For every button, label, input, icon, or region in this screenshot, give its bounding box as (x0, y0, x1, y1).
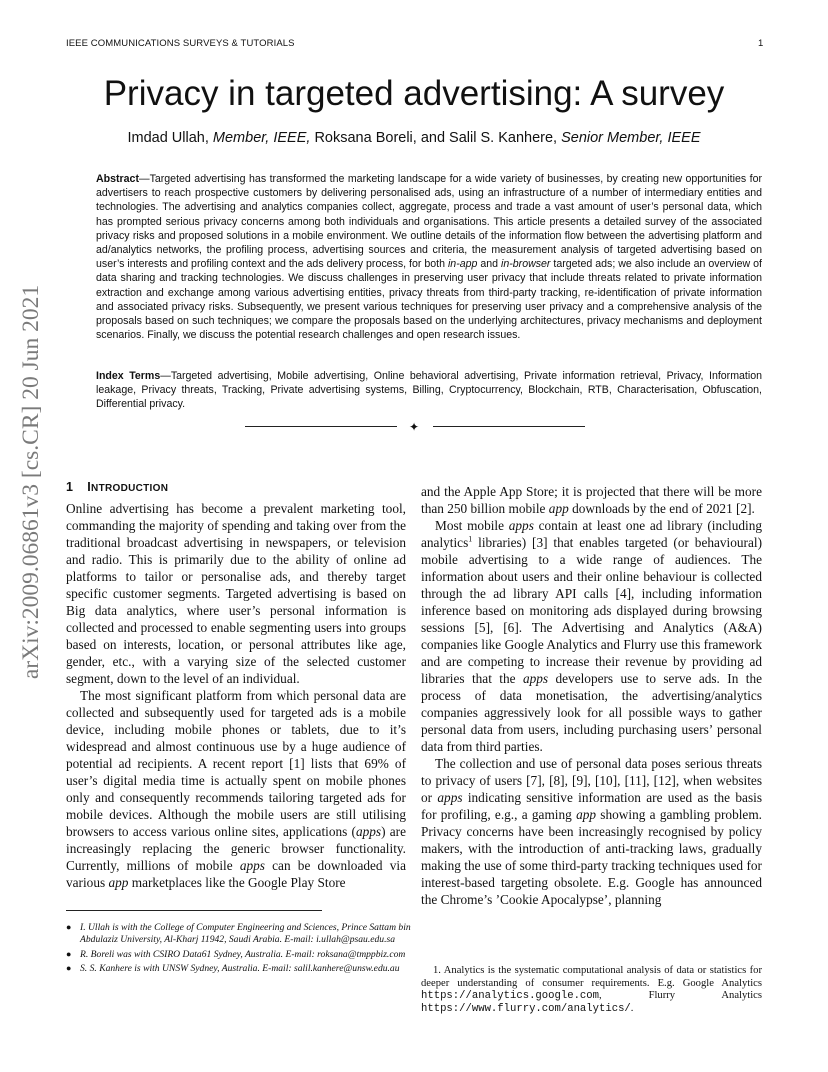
paragraph-text: marketplaces like the Google Play Store (128, 875, 346, 890)
abstract-emphasis: in-app (447, 258, 478, 271)
paragraph-text: can be downloaded via various (66, 858, 406, 890)
footnote-text-part: . (630, 1002, 634, 1014)
paragraph (421, 755, 762, 908)
author-role: Member, IEEE, (212, 130, 311, 146)
index-terms-label: Index Terms (96, 370, 161, 382)
left-column (66, 500, 406, 891)
paragraph-text: and the Apple App Store; it is projected that there will be more than 250 billion mobile (421, 484, 762, 516)
right-column (421, 483, 762, 908)
affiliation-text: I. Ullah is with the College of Computer Engineering and Sciences, Prince Sattam bin Abdulaziz University, Al-Kharj 11942, Saudi Arabia. E-mail: i.ullah@psau.edu.sa (80, 922, 411, 945)
abstract-text: targeted ads; we also include an overview of data sharing and tracking technologies. We discuss challenges in preserving user privacy that include threats related to private information extraction and exchange among various advertising entities, privacy threats from third-party tracking, re-identification of private information and associated privacy risks. Subsequently, we present various techniques for preserving user privacy and a comprehensive analysis of the proposals based on such techniques; we compare the proposals based on the underlying architectures, privacy mechanisms and deployment scenarios. Finally, we discuss the potential research challenges and open research issues. (96, 258, 762, 342)
paragraph (421, 517, 762, 755)
index-terms (96, 369, 762, 412)
divider-line-right (433, 426, 585, 427)
paragraph-text: Most mobile (435, 518, 509, 533)
abstract-text: and (477, 258, 501, 271)
emphasis: apps (239, 858, 265, 873)
affiliation-item (66, 922, 411, 946)
bullet-icon: ● (66, 963, 72, 974)
paper-title: Privacy in targeted advertising: A survey (103, 74, 725, 113)
paragraph: Online advertising has become a prevalent marketing tool, commanding the majority of spending and taking over from the traditional broadcast advertising in newspapers, or television and radio. This is primarily due to the ability of online ad platforms to tailor or personalise ads, and thereby target specific customer segments. Targeted advertising is based on Big data analytics, where user’s personal information is collected and processed to enable segmenting users into groups based on interests, location, or personal attributes like age, gender, etc., with a varying size of the selected customer segment, down to the level of an individual. (66, 501, 406, 686)
paragraph-text: downloads by the end of 2021 [2]. (568, 501, 755, 516)
section-heading (66, 480, 168, 494)
emphasis: apps (437, 790, 463, 805)
paragraph (66, 687, 406, 891)
footnote-text-part: , Flurry Analytics (599, 990, 762, 1002)
section-title-rest: NTRODUCTION (91, 483, 169, 494)
paragraph-text: developers use to serve ads. In the process of data monetisation, the advertising/analytics companies aggressively look for all possible ways to gather personal data from users, including purchasing users’ personal data from third parties. (421, 671, 762, 754)
section-number: 1 (66, 480, 74, 494)
author-role: Senior Member, IEEE (561, 130, 701, 146)
footnote-text (421, 965, 762, 1015)
paragraph-text: showing a gambling problem. Privacy concerns have been increasingly recognised by policy makers, with the introduction of anti-tracking laws, gradually making the use of some third-party tracking techniques used for interest-based targeting obsolete. E.g. Google has announced the Chrome’s ’Cookie Apocalypse’, planning (421, 807, 762, 907)
author-name: Imdad Ullah, (127, 130, 213, 146)
footnote (421, 965, 762, 1015)
running-header: IEEE COMMUNICATIONS SURVEYS & TUTORIALS (66, 38, 295, 49)
abstract (96, 172, 762, 342)
abstract-emphasis: in-browser (501, 258, 551, 271)
author-affiliations (66, 922, 411, 978)
paragraph-text: indicating sensitive information are used as the basis for profiling, e.g., a gaming (421, 790, 762, 822)
divider-diamond-icon: ✦ (409, 420, 420, 434)
page-number: 1 (758, 38, 764, 49)
emphasis: app (108, 875, 129, 890)
abstract-label: Abstract (96, 173, 139, 185)
emphasis: app (576, 807, 597, 822)
footnote-text-part: 1. Analytics is the systematic computational analysis of data or statistics for deeper understanding of consumer requirements. E.g. Google Analytics (421, 965, 762, 989)
bullet-icon: ● (66, 948, 72, 959)
arxiv-identifier: arXiv:2009.06861v3 [cs.CR] 20 Jun 2021 (18, 284, 44, 680)
bullet-icon: ● (66, 922, 72, 932)
paragraph-text: contain at least one ad library (including analytics (421, 518, 762, 550)
footnote-link[interactable]: https://www.flurry.com/analytics/ (421, 1002, 631, 1015)
index-terms-text: —Targeted advertising, Mobile advertising, Online behavioral advertising, Private information retrieval, Privacy, Information leakage, Privacy threats, Tracking, Private advertising systems, Billing, Cryptocurrency, Blockchain, RTB, Characterisation, Obfuscation, Differential privacy. (96, 370, 763, 411)
footnote-link[interactable]: https://analytics.google.com (421, 990, 600, 1003)
section-title-initial: I (87, 480, 92, 494)
paragraph (421, 483, 762, 517)
section-divider (245, 420, 585, 434)
author-list (0, 130, 828, 146)
emphasis: apps (355, 824, 382, 839)
emphasis: apps (508, 518, 534, 533)
affiliation-item (66, 949, 411, 961)
affiliation-text: S. S. Kanhere is with UNSW Sydney, Australia. E-mail: salil.kanhere@unsw.edu.au (80, 963, 400, 975)
emphasis: app (548, 501, 569, 516)
paragraph-text: libraries) [3] that enables targeted (or behavioural) mobile advertising to a wide range of audiences. The information about users and their online behaviour is collected through the ad library API calls [4], including information inference based on monitoring ads displayed during browsing sessions [5], [6]. The Advertising and Analytics (A&A) companies like Google Analytics and Flurry use this framework and are competing to increase their revenue by providing ad libraries that the (421, 535, 762, 686)
footnote-rule (66, 910, 322, 911)
affiliation-text: R. Boreli was with CSIRO Data61 Sydney, Australia. E-mail: roksana@tmppbiz.com (80, 948, 406, 960)
paragraph-text: The collection and use of personal data poses serious threats to privacy of users [7], [8], [9], [10], [11], [12], when websites or (421, 756, 762, 805)
divider-line-left (245, 426, 397, 427)
paragraph-text: ) are increasingly replacing the generic browser functionality. Currently, millions of mobile (66, 824, 406, 873)
footnote-marker: 1 (468, 534, 473, 544)
author-name: Roksana Boreli, and Salil S. Kanhere, (310, 130, 562, 146)
affiliation-item (66, 963, 411, 975)
emphasis: apps (522, 671, 549, 686)
paragraph-text: The most significant platform from which personal data are collected and subsequently used for targeted ads is a mobile device, including mobile phones or tablets, due to it’s widespread and almost continuous use by a huge audience of potential ad recipients. A recent report [1] lists that 69% of user’s digital media time is actually spent on mobile phones only and consequently recommends tailoring targeted ads for mobile devices. Although the mobile users are still utilising browsers to access various online sites, applications ( (66, 688, 406, 839)
abstract-text: —Targeted advertising has transformed the marketing landscape for a wide variety of businesses, by creating new opportunities for advertisers to reach prospective customers by delivering personalised ads, using an infrastructure of a number of intermediary entities and technologies. The advertising and analytics companies collect, aggregate, process and trade a vast amount of user’s personal data, which has prompted serious privacy concerns among both individuals and organisations. This article presents a detailed survey of the associated privacy risks and proposed solutions in a mobile environment. We outline details of the information flow between the advertising platform and ad/analytics networks, the profiling process, advertising sources and criteria, the measurement analysis of targeted advertising based on user’s interests and profiling context and the ads delivery process, for both (96, 173, 762, 271)
